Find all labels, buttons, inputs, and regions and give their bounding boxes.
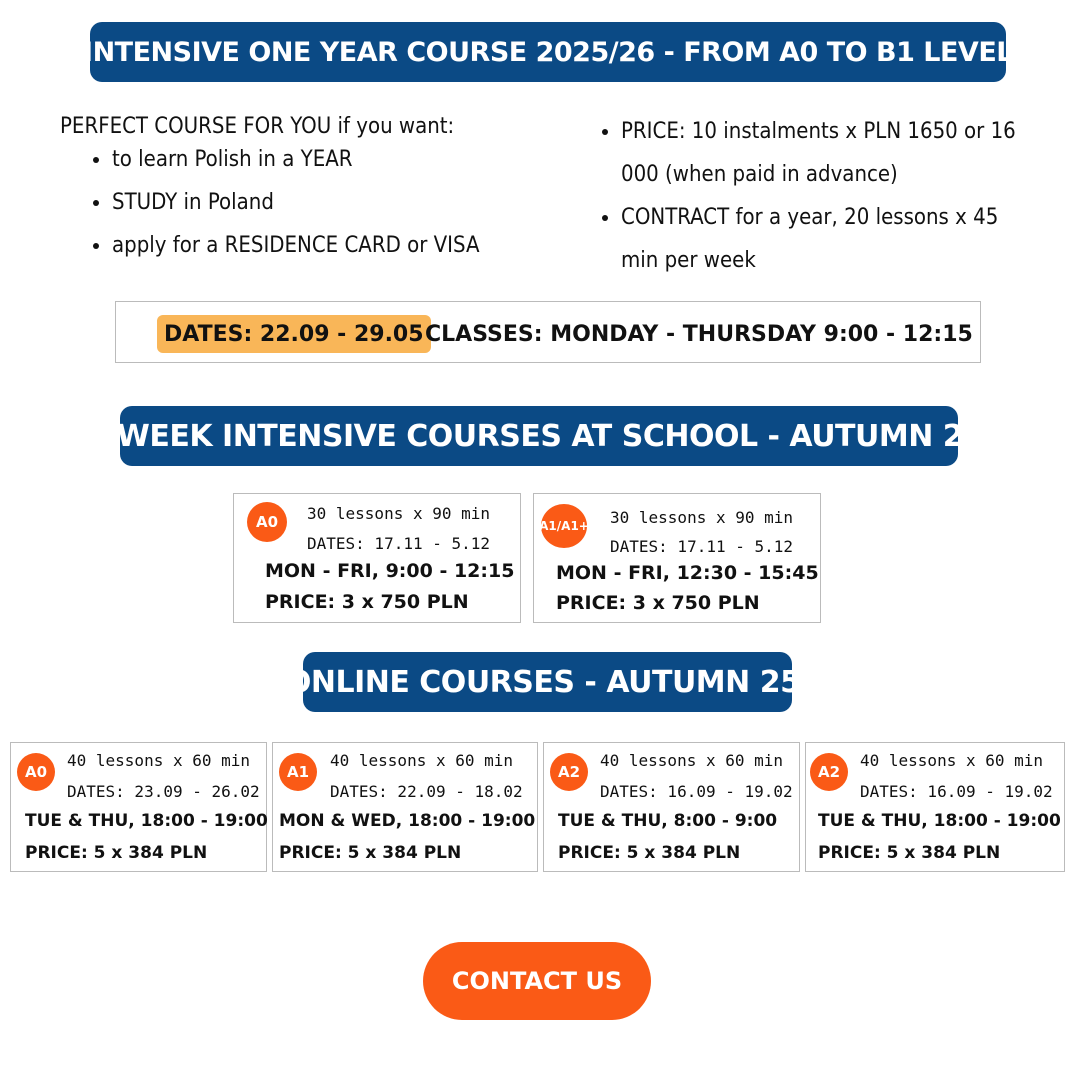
course-dates: DATES: 23.09 - 26.02 — [67, 782, 260, 801]
school-courses-banner — [85, 406, 993, 466]
audience-section — [60, 114, 560, 274]
price-contract-list — [595, 110, 1035, 282]
course-dates: DATES: 16.09 - 19.02 — [600, 782, 793, 801]
audience-list — [60, 145, 560, 261]
course-schedule: TUE & THU, 18:00 - 19:00 — [25, 811, 268, 831]
level-badge: A1/A1+ — [541, 504, 587, 548]
course-schedule: TUE & THU, 18:00 - 19:00 — [818, 811, 1061, 831]
course-schedule: MON & WED, 18:00 - 19:00 — [279, 811, 536, 831]
price-item: • PRICE: 10 instalments x PLN 1650 or 16 000 (when paid in advance) — [621, 110, 1035, 196]
level-badge: A2 — [810, 753, 848, 791]
online-course-card-a2-evening — [805, 742, 1065, 872]
yearly-schedule-box — [115, 301, 981, 363]
list-item: • apply for a RESIDENCE CARD or VISA — [112, 231, 560, 261]
course-price: PRICE: 5 x 384 PLN — [558, 843, 741, 863]
course-price: PRICE: 3 x 750 PLN — [556, 592, 760, 614]
lessons-info: 40 lessons x 60 min — [600, 751, 784, 770]
school-courses-title: 3-WEEK INTENSIVE COURSES AT SCHOOL - AUTUMN 25' — [85, 418, 993, 454]
lessons-info: 40 lessons x 60 min — [67, 751, 251, 770]
lessons-info: 30 lessons x 90 min — [307, 504, 491, 523]
lessons-info: 40 lessons x 60 min — [860, 751, 1044, 770]
course-dates: DATES: 16.09 - 19.02 — [860, 782, 1053, 801]
list-item: • to learn Polish in a YEAR — [112, 145, 560, 175]
course-dates: DATES: 17.11 - 5.12 — [610, 537, 794, 556]
online-course-card-a1 — [272, 742, 538, 872]
contact-us-button[interactable]: CONTACT US — [423, 942, 651, 1020]
level-badge: A2 — [550, 753, 588, 791]
level-badge: A1 — [279, 753, 317, 791]
list-item: • STUDY in Poland — [112, 188, 560, 218]
online-courses-title: ONLINE COURSES - AUTUMN 25' — [285, 664, 810, 700]
price-contract-section — [595, 110, 1035, 282]
contract-item: • CONTRACT for a year, 20 lessons x 45 min per week — [621, 196, 1035, 282]
course-schedule: MON - FRI, 9:00 - 12:15 — [265, 560, 515, 582]
classes-schedule: CLASSES: MONDAY - THURSDAY 9:00 - 12:15 — [425, 321, 973, 347]
course-schedule: TUE & THU, 8:00 - 9:00 — [558, 811, 778, 831]
online-courses-banner — [285, 652, 810, 712]
audience-lead: PERFECT COURSE FOR YOU if you want: — [60, 114, 455, 139]
course-dates: DATES: 17.11 - 5.12 — [307, 534, 491, 553]
yearly-course-banner — [83, 22, 1013, 82]
online-course-card-a0 — [10, 742, 267, 872]
course-dates: DATES: 22.09 - 18.02 — [330, 782, 523, 801]
lessons-info: 40 lessons x 60 min — [330, 751, 514, 770]
course-price: PRICE: 5 x 384 PLN — [818, 843, 1001, 863]
lessons-info: 30 lessons x 90 min — [610, 508, 794, 527]
course-price: PRICE: 3 x 750 PLN — [265, 591, 469, 613]
level-badge: A0 — [17, 753, 55, 791]
school-course-card-a0 — [233, 493, 521, 623]
course-price: PRICE: 5 x 384 PLN — [25, 843, 208, 863]
school-course-card-a1 — [533, 493, 821, 623]
yearly-course-title: INTENSIVE ONE YEAR COURSE 2025/26 - FROM A0 TO B1 LEVEL — [83, 36, 1013, 68]
level-badge: A0 — [247, 502, 287, 542]
course-schedule: MON - FRI, 12:30 - 15:45 — [556, 562, 819, 584]
course-price: PRICE: 5 x 384 PLN — [279, 843, 462, 863]
dates-highlight: DATES: 22.09 - 29.05 — [157, 315, 431, 353]
online-course-card-a2-morning — [543, 742, 800, 872]
